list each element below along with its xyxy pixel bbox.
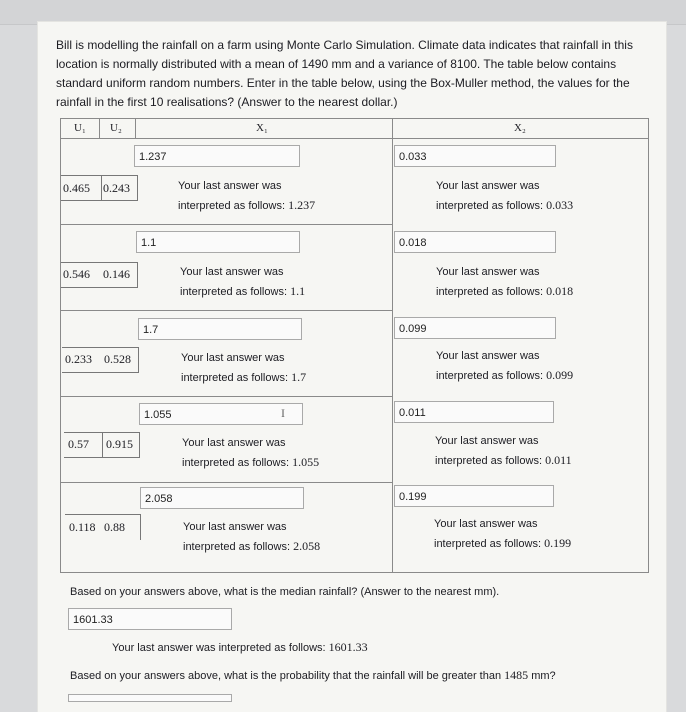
x1-feedback-row-2 bbox=[180, 263, 305, 302]
feedback-line: Your last answer was bbox=[436, 180, 540, 192]
x2-input-row-5[interactable]: 0.199 bbox=[394, 485, 554, 507]
x1-input-row-3[interactable]: 1.7 bbox=[138, 318, 302, 340]
x2-input-row-1[interactable]: 0.033 bbox=[394, 145, 556, 167]
u1-value: 0.546 bbox=[63, 267, 90, 281]
u2-value: 0.528 bbox=[104, 352, 131, 366]
question-line: location is normally distributed with a mean of 1490 mm and a variance of 8100. The table below contains bbox=[56, 57, 617, 71]
feedback-value: 1601.33 bbox=[328, 640, 368, 654]
header-u2: U₂ bbox=[110, 122, 122, 134]
feedback-value: 0.033 bbox=[546, 198, 574, 212]
feedback-line: Your last answer was bbox=[183, 521, 287, 533]
feedback-value: 1.055 bbox=[292, 455, 320, 469]
feedback-value: 0.011 bbox=[545, 453, 572, 467]
feedback-line: Your last answer was bbox=[181, 352, 285, 364]
text-cursor: I bbox=[281, 406, 285, 420]
feedback-value: 0.099 bbox=[546, 368, 574, 382]
question-line: Bill is modelling the rainfall on a farm using Monte Carlo Simulation. Climate data indicates that rainfall in this bbox=[56, 38, 633, 52]
u1-value: 0.233 bbox=[65, 352, 92, 366]
question-line: rainfall in the first 10 realisations? (Answer to the nearest dollar.) bbox=[56, 95, 398, 109]
feedback-value: 1.237 bbox=[288, 198, 316, 212]
feedback-line: interpreted as follows: bbox=[181, 372, 288, 384]
u2-value: 0.915 bbox=[106, 437, 133, 451]
x1-input-row-5[interactable]: 2.058 bbox=[140, 487, 304, 509]
header-x1: X₁ bbox=[256, 122, 268, 134]
x2-feedback-row-3 bbox=[436, 347, 573, 386]
x2-feedback-row-2 bbox=[436, 263, 573, 302]
x1-feedback-row-4 bbox=[182, 434, 319, 473]
feedback-line: interpreted as follows: bbox=[436, 286, 543, 298]
feedback-line: Your last answer was bbox=[182, 437, 286, 449]
feedback-line: Your last answer was interpreted as follows: bbox=[112, 642, 326, 654]
feedback-line: interpreted as follows: bbox=[180, 286, 287, 298]
feedback-line: Your last answer was bbox=[434, 518, 538, 530]
u2-value: 0.243 bbox=[103, 181, 130, 195]
x2-input-row-2[interactable]: 0.018 bbox=[394, 231, 556, 253]
median-question-prompt: Based on your answers above, what is the median rainfall? (Answer to the nearest mm). bbox=[70, 586, 500, 598]
feedback-line: interpreted as follows: bbox=[434, 538, 541, 550]
u1-value: 0.465 bbox=[63, 181, 90, 195]
unit-text: mm? bbox=[531, 670, 556, 682]
threshold-value: 1485 bbox=[504, 668, 529, 682]
x2-input-row-3[interactable]: 0.099 bbox=[394, 317, 556, 339]
prompt-text: Based on your answers above, what is the probability that the rainfall will be greater than bbox=[70, 670, 502, 682]
header-u1: U₁ bbox=[74, 122, 86, 134]
x1-feedback-row-1 bbox=[178, 177, 315, 216]
feedback-line: Your last answer was bbox=[180, 266, 284, 278]
feedback-value: 0.018 bbox=[546, 284, 574, 298]
x1-input-row-1[interactable]: 1.237 bbox=[134, 145, 300, 167]
feedback-value: 1.7 bbox=[291, 370, 307, 384]
feedback-line: Your last answer was bbox=[436, 350, 540, 362]
x1-feedback-row-3 bbox=[181, 349, 306, 388]
u2-value: 0.146 bbox=[103, 267, 130, 281]
u1-value: 0.57 bbox=[68, 437, 89, 451]
feedback-line: interpreted as follows: bbox=[178, 200, 285, 212]
x2-input-row-4[interactable]: 0.011 bbox=[394, 401, 554, 423]
probability-answer-input[interactable] bbox=[68, 694, 232, 702]
feedback-line: interpreted as follows: bbox=[183, 541, 290, 553]
feedback-value: 2.058 bbox=[293, 539, 321, 553]
probability-question-prompt bbox=[70, 668, 556, 683]
feedback-value: 1.1 bbox=[290, 284, 306, 298]
x2-feedback-row-1 bbox=[436, 177, 573, 216]
feedback-line: Your last answer was bbox=[435, 435, 539, 447]
u1-value: 0.118 bbox=[69, 520, 96, 534]
feedback-line: Your last answer was bbox=[436, 266, 540, 278]
question-line: standard uniform random numbers. Enter in the table below, using the Box-Muller method, the values for the bbox=[56, 76, 630, 90]
u2-value: 0.88 bbox=[104, 520, 125, 534]
feedback-value: 0.199 bbox=[544, 536, 572, 550]
feedback-line: Your last answer was bbox=[178, 180, 282, 192]
median-feedback bbox=[112, 640, 368, 655]
feedback-line: interpreted as follows: bbox=[182, 457, 289, 469]
x1-input-row-2[interactable]: 1.1 bbox=[136, 231, 300, 253]
header-x2: X₂ bbox=[514, 122, 526, 134]
feedback-line: interpreted as follows: bbox=[435, 455, 542, 467]
feedback-line: interpreted as follows: bbox=[436, 370, 543, 382]
feedback-line: interpreted as follows: bbox=[436, 200, 543, 212]
question-text bbox=[56, 36, 652, 112]
x2-feedback-row-4 bbox=[435, 432, 572, 471]
x1-feedback-row-5 bbox=[183, 518, 320, 557]
x1-input-row-4[interactable]: 1.055 bbox=[139, 403, 303, 425]
x2-feedback-row-5 bbox=[434, 515, 571, 554]
median-answer-input[interactable]: 1601.33 bbox=[68, 608, 232, 630]
